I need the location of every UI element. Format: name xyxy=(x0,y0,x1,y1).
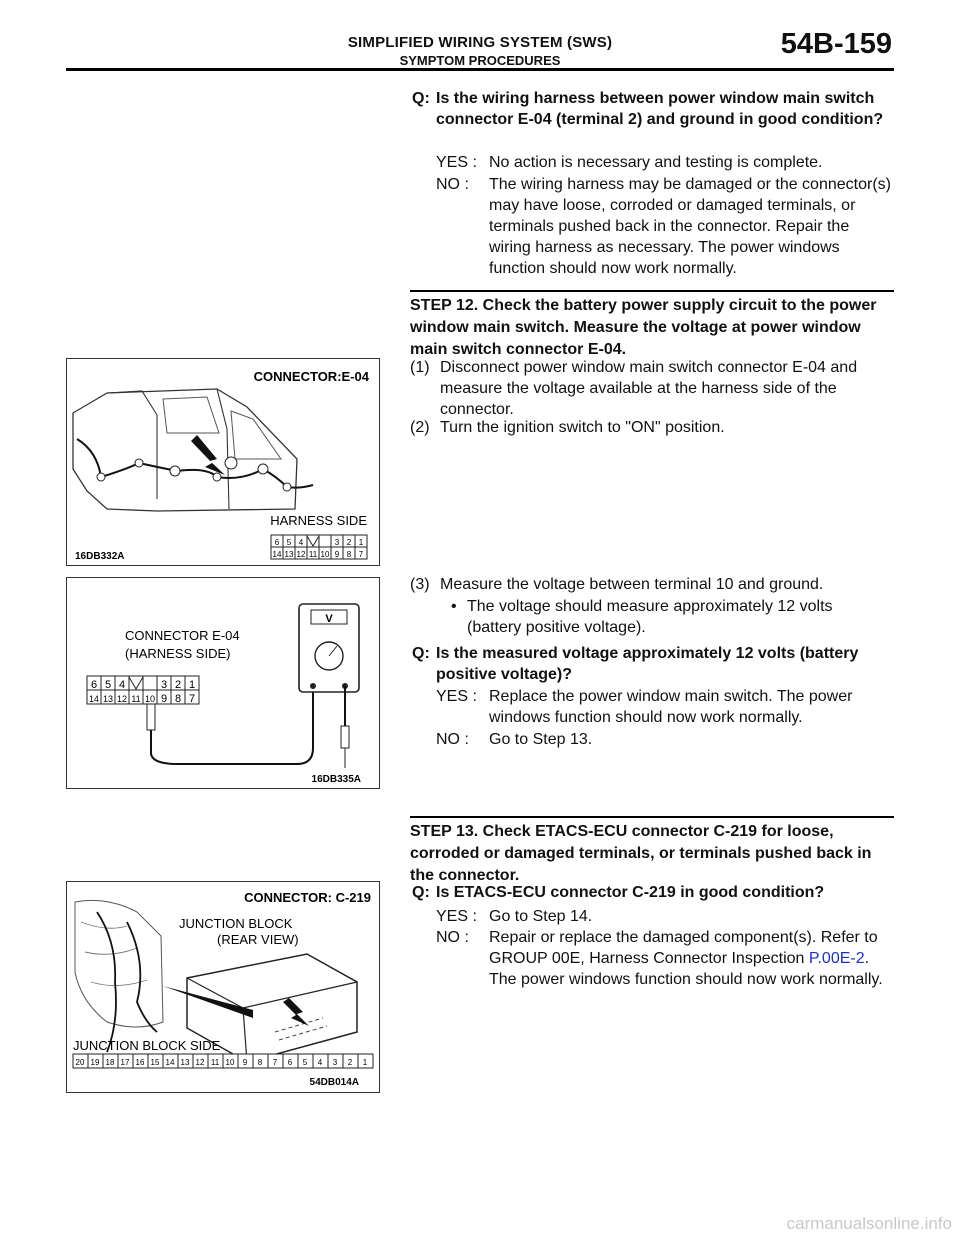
fig3-pin-1: 19 xyxy=(90,1058,100,1067)
fig3-pin-14: 6 xyxy=(287,1058,293,1067)
fig3-pin-9: 11 xyxy=(210,1058,220,1067)
fig1-pin-bot-6: 8 xyxy=(346,550,352,559)
fig3-pin-7: 13 xyxy=(180,1058,190,1067)
fig2-pin-bot-5: 9 xyxy=(160,693,168,705)
header-title: SIMPLIFIED WIRING SYSTEM (SWS) xyxy=(347,34,613,51)
fig3-pin-17: 3 xyxy=(332,1058,338,1067)
step12-item3-num: (3) xyxy=(410,576,430,593)
fig2-pin-bot-4: 10 xyxy=(144,694,156,704)
fig2-pin-top-1: 5 xyxy=(104,679,112,691)
fig1-pin-top-1: 5 xyxy=(286,538,292,547)
fig2-code: 16DB335A xyxy=(311,774,361,785)
header-rule xyxy=(66,68,894,71)
figure-connector-e04-door xyxy=(66,358,380,566)
q13-yes-text: Go to Step 14. xyxy=(489,908,593,925)
step12-item2-num: (2) xyxy=(410,419,430,436)
fig1-pin-bot-0: 14 xyxy=(272,550,282,559)
fig3-side-label: JUNCTION BLOCK SIDE xyxy=(73,1038,221,1053)
figure-connector-c219 xyxy=(66,881,380,1093)
fig1-pin-bot-4: 10 xyxy=(320,550,330,559)
fig3-pin-16: 4 xyxy=(317,1058,323,1067)
fig1-pin-bot-2: 12 xyxy=(296,550,306,559)
link-p00e2[interactable]: P.00E-2 xyxy=(808,950,865,967)
fig1-pin-top-3: 3 xyxy=(334,538,340,547)
fig1-title: CONNECTOR:E-04 xyxy=(253,369,369,384)
fig2-label-line1: CONNECTOR E-04 xyxy=(125,628,240,643)
q13-no-text-2: . The power windows function should now work normally. xyxy=(489,950,883,988)
fig1-pin-bot-5: 9 xyxy=(334,550,340,559)
q13-no-text xyxy=(489,927,889,990)
fig1-pin-bot-1: 13 xyxy=(284,550,294,559)
fig3-code: 54DB014A xyxy=(309,1077,359,1088)
q13-prefix: Q: xyxy=(412,884,430,901)
fig3-label-line1: JUNCTION BLOCK xyxy=(179,916,293,931)
figure-voltmeter-e04 xyxy=(66,577,380,789)
q1-no-label: NO : xyxy=(436,176,469,193)
fig3-title: CONNECTOR: C-219 xyxy=(244,890,371,905)
q12-text: Is the measured voltage approximately 12 volts (battery positive voltage)? xyxy=(436,645,859,683)
q13-no-label: NO : xyxy=(436,929,469,946)
fig2-pin-top-5: 1 xyxy=(188,679,196,691)
fig1-pin-bot-7: 7 xyxy=(358,550,364,559)
fig1-pin-top-4: 2 xyxy=(346,538,352,547)
step12-bullet: The voltage should measure approximately 12 volts (battery positive voltage). xyxy=(467,598,833,636)
step12-heading: STEP 12. Check the battery power supply circuit to the power window main switch. Measure the voltage at power window main switch connector E-04. xyxy=(410,297,877,358)
fig2-pin-top-0: 6 xyxy=(90,679,98,691)
fig2-pin-bot-2: 12 xyxy=(116,694,128,704)
fig3-pin-15: 5 xyxy=(302,1058,308,1067)
step13-rule xyxy=(410,816,894,818)
fig2-meter-symbol: V xyxy=(325,613,333,625)
q1-text: Is the wiring harness between power window main switch connector E-04 (terminal 2) and ground in good condition? xyxy=(436,90,884,128)
fig1-pin-bot-3: 11 xyxy=(308,550,318,559)
q13-yes-label: YES : xyxy=(436,908,477,925)
step12-item1-num: (1) xyxy=(410,359,430,376)
step12-rule xyxy=(410,290,894,292)
page-number: 54B-159 xyxy=(780,28,892,60)
fig1-pin-top-2: 4 xyxy=(298,538,304,547)
q1-no-text: The wiring harness may be damaged or the connector(s) may have loose, corroded or damaged terminals, or terminals pushed back in the connector. Repair the wiring harness as necessary. The power windows function should now work normally. xyxy=(489,176,891,277)
q12-yes-label: YES : xyxy=(436,688,477,705)
fig3-pin-5: 15 xyxy=(150,1058,160,1067)
q1-yes-text: No action is necessary and testing is complete. xyxy=(489,154,823,171)
step12-item2: Turn the ignition switch to "ON" position. xyxy=(440,419,725,436)
fig3-pin-11: 9 xyxy=(242,1058,248,1067)
fig3-pin-13: 7 xyxy=(272,1058,278,1067)
footer-watermark: carmanualsonline.info xyxy=(786,1214,952,1233)
fig3-pin-3: 17 xyxy=(120,1058,130,1067)
bullet-icon: • xyxy=(451,598,457,615)
q12-no-text: Go to Step 13. xyxy=(489,731,593,748)
q12-yes-text: Replace the power window main switch. The power windows function should now work normally. xyxy=(489,688,853,726)
fig1-pin-top-5: 1 xyxy=(358,538,364,547)
fig2-pin-bot-7: 7 xyxy=(188,693,196,705)
step13-heading: STEP 13. Check ETACS-ECU connector C-219 for loose, corroded or damaged terminals, or terminals pushed back in the connector. xyxy=(410,823,872,884)
fig1-pin-top-0: 6 xyxy=(274,538,280,547)
fig3-pin-19: 1 xyxy=(362,1058,368,1067)
fig3-pin-8: 12 xyxy=(195,1058,205,1067)
fig2-pin-bot-6: 8 xyxy=(174,693,182,705)
fig2-pin-bot-0: 14 xyxy=(88,694,100,704)
fig3-pin-10: 10 xyxy=(225,1058,235,1067)
fig3-pin-4: 16 xyxy=(135,1058,145,1067)
fig3-pin-18: 2 xyxy=(347,1058,353,1067)
fig2-pin-top-3: 3 xyxy=(160,679,168,691)
fig3-label-line2: (REAR VIEW) xyxy=(217,932,299,947)
fig2-pin-bot-3: 11 xyxy=(131,694,141,704)
fig2-label-line2: (HARNESS SIDE) xyxy=(125,646,231,661)
step12-item3: Measure the voltage between terminal 10 and ground. xyxy=(440,576,824,593)
fig3-pin-6: 14 xyxy=(165,1058,175,1067)
header-subtitle: SYMPTOM PROCEDURES xyxy=(399,53,561,68)
fig3-pin-2: 18 xyxy=(105,1058,115,1067)
step12-item1: Disconnect power window main switch connector E-04 and measure the voltage available at the harness side of the connector. xyxy=(440,359,858,418)
q12-no-label: NO : xyxy=(436,731,469,748)
fig2-pin-bot-1: 13 xyxy=(102,694,114,704)
fig1-code: 16DB332A xyxy=(75,551,125,562)
q1-yes-label: YES : xyxy=(436,154,477,171)
q12-prefix: Q: xyxy=(412,645,430,662)
fig2-pin-top-4: 2 xyxy=(174,679,182,691)
q13-text: Is ETACS-ECU connector C-219 in good condition? xyxy=(436,884,825,901)
fig3-pin-12: 8 xyxy=(257,1058,263,1067)
fig2-pin-top-2: 4 xyxy=(118,679,126,691)
fig3-pin-0: 20 xyxy=(75,1058,85,1067)
q1-prefix: Q: xyxy=(412,90,430,107)
fig1-side-label: HARNESS SIDE xyxy=(270,513,367,528)
q13-no-text-1: Repair or replace the damaged component(s). Refer to GROUP 00E, Harness Connector Inspection xyxy=(489,929,878,967)
